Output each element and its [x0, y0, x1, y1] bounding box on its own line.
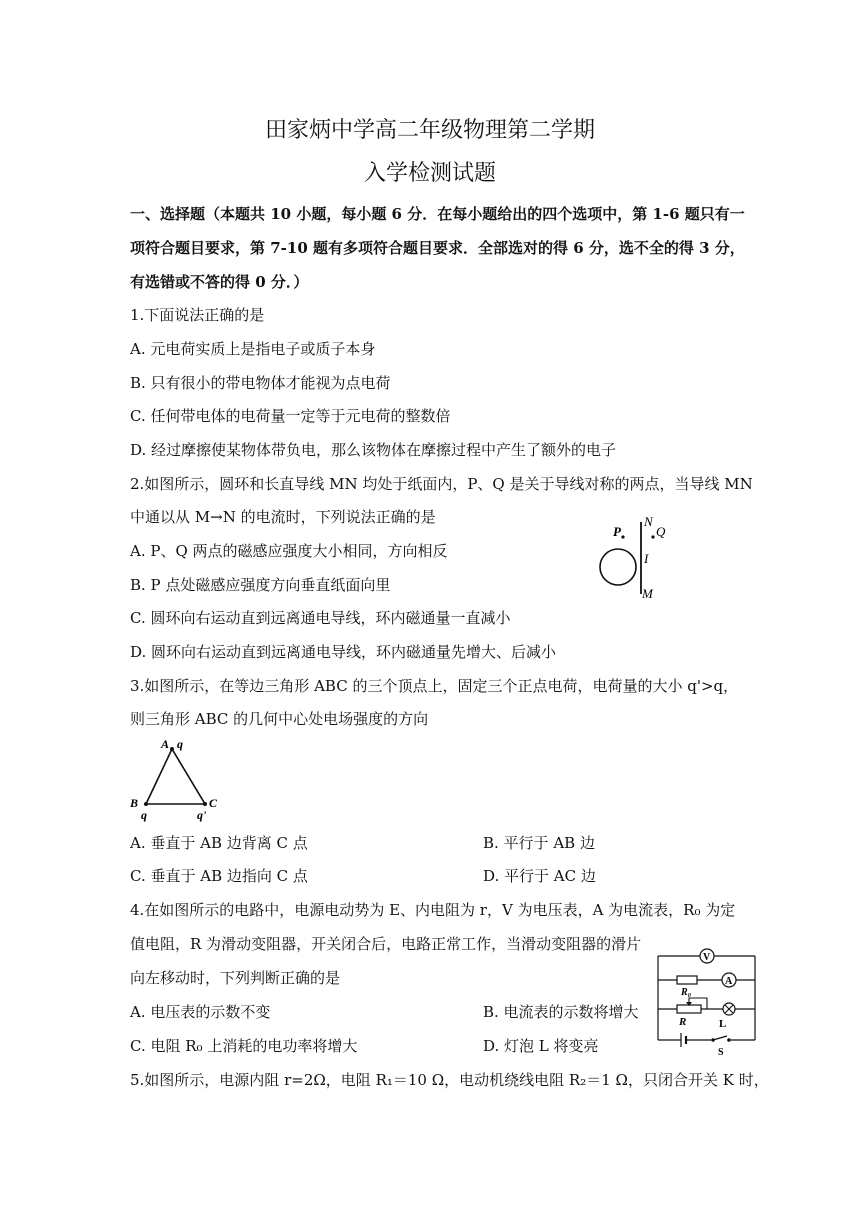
rheostat-r — [677, 1005, 701, 1013]
vertex-c-dot — [203, 802, 207, 806]
q4-option-d: D. 灯泡 L 将变亮 — [483, 1037, 599, 1055]
ammeter-label: A — [725, 976, 733, 987]
q1-option-a: A. 元电荷实质上是指电子或质子本身 — [130, 340, 376, 358]
label-q: Q — [656, 524, 666, 539]
label-p: P — [613, 524, 621, 539]
label-i: I — [644, 551, 649, 566]
switch-s — [713, 1036, 727, 1040]
label-b: B — [130, 796, 139, 810]
q4-option-b: B. 电流表的示数将增大 — [483, 1003, 639, 1021]
label-m: M — [642, 586, 653, 601]
q2-option-a: A. P、Q 两点的磁感应强度大小相同，方向相反 — [130, 542, 448, 560]
q4-stem-line3: 向左移动时，下列判断正确的是 — [130, 969, 341, 987]
q1-option-d: D. 经过摩擦使某物体带负电，那么该物体在摩擦过程中产生了额外的电子 — [130, 441, 617, 459]
q3-option-a: A. 垂直于 AB 边背离 C 点 — [130, 834, 308, 852]
q4-figure-circuit — [655, 945, 761, 1057]
page-subtitle: 入学检测试题 — [363, 161, 496, 186]
point-q-dot — [651, 535, 654, 538]
q5-stem-line1: 5.如图所示，电源内阻 r=2Ω，电阻 R₁＝10 Ω，电动机绕线电阻 R₂＝1 Ω，只闭合开关 K 时， — [130, 1071, 769, 1089]
section-instructions-line3: 有选错或不答的得 0 分．） — [130, 273, 309, 291]
q2-option-c: C. 圆环向右运动直到远离通电导线，环内磁通量一直减小 — [130, 609, 511, 627]
voltmeter-label: V — [703, 952, 711, 963]
label-c: C — [209, 796, 218, 810]
label-qb: q — [141, 808, 147, 822]
section-instructions-line2: 项符合题目要求，第 7-10 题有多项符合题目要求．全部选对的得 6 分，选不全的得 3 分， — [130, 239, 745, 257]
page-title: 田家炳中学高二年级物理第二学期 — [264, 118, 595, 143]
q2-stem-line2: 中通以从 M→N 的电流时，下列说法正确的是 — [130, 508, 436, 526]
q4-option-c: C. 电阻 R₀ 上消耗的电功率将增大 — [130, 1037, 358, 1055]
q3-option-c: C. 垂直于 AB 边指向 C 点 — [130, 867, 308, 885]
triangle-abc — [146, 749, 205, 804]
q1-option-b: B. 只有很小的带电物体才能视为点电荷 — [130, 374, 391, 392]
q2-option-d: D. 圆环向右运动直到远离通电导线，环内磁通量先增大、后减小 — [130, 643, 557, 661]
vertex-a-dot — [170, 747, 174, 751]
vertex-b-dot — [144, 802, 148, 806]
q2-figure-ring-wire — [595, 514, 685, 604]
label-r: R — [679, 1016, 687, 1028]
label-a: A — [161, 737, 170, 751]
label-r0: R₀ — [681, 987, 692, 998]
q3-stem-line2: 则三角形 ABC 的几何中心处电场强度的方向 — [130, 710, 429, 728]
label-l: L — [719, 1018, 727, 1030]
q3-option-d: D. 平行于 AC 边 — [483, 867, 596, 885]
q4-option-a: A. 电压表的示数不变 — [130, 1003, 271, 1021]
label-s: S — [718, 1047, 724, 1058]
ring-shape — [600, 549, 636, 585]
q2-option-b: B. P 点处磁感应强度方向垂直纸面向里 — [130, 576, 391, 594]
q3-option-b: B. 平行于 AB 边 — [483, 834, 595, 852]
label-qc: q' — [197, 808, 207, 822]
q4-stem-line2: 值电阻，R 为滑动变阻器，开关闭合后，电路正常工作，当滑动变阻器的滑片 — [130, 935, 642, 953]
resistor-r0 — [677, 976, 697, 984]
q1-stem: 1.下面说法正确的是 — [130, 306, 265, 324]
q3-figure-triangle — [125, 735, 225, 825]
q3-stem-line1: 3.如图所示，在等边三角形 ABC 的三个顶点上，固定三个正点电荷，电荷量的大小 q'>q， — [130, 677, 739, 695]
q2-stem-line1: 2.如图所示，圆环和长直导线 MN 均处于纸面内，P、Q 是关于导线对称的两点，当导线 MN — [130, 475, 753, 493]
q1-option-c: C. 任何带电体的电荷量一定等于元电荷的整数倍 — [130, 407, 451, 425]
q4-stem-line1: 4.在如图所示的电路中，电源电动势为 E、内电阻为 r，V 为电压表，A 为电流表，R₀ 为定 — [130, 901, 736, 919]
label-qa: q — [177, 737, 183, 751]
label-n: N — [644, 514, 653, 529]
section-instructions-line1: 一、选择题（本题共 10 小题，每小题 6 分．在每小题给出的四个选项中，第 1-6 题只有一 — [130, 205, 745, 223]
point-p-dot — [621, 535, 624, 538]
